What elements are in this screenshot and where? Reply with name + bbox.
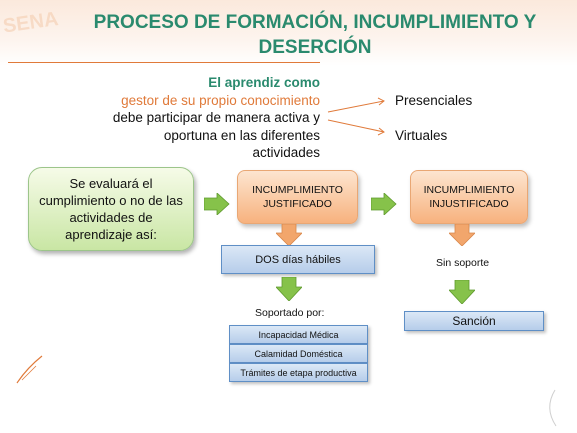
option-arrows	[326, 90, 396, 150]
support-item-text: Incapacidad Médica	[258, 329, 339, 340]
supported-by-label: Soportado por:	[255, 307, 325, 319]
sena-logo-text: SENA	[1, 8, 60, 38]
title-line-2: DESERCIÓN	[258, 37, 372, 58]
decorative-flourish-icon	[12, 348, 52, 388]
page-title	[60, 10, 570, 60]
intro-line-3: debe participar de manera activa y	[112, 110, 320, 125]
intro-text	[70, 74, 320, 162]
intro-line-5: actividades	[252, 145, 320, 160]
arrow-to-presenciales	[328, 101, 384, 112]
unjustified-box	[410, 170, 528, 224]
days-text: DOS días hábiles	[255, 253, 341, 266]
justified-box	[237, 170, 358, 224]
arrow-nosupport-down	[449, 280, 475, 304]
sanction-box	[404, 311, 544, 331]
option-virtuales: Virtuales	[395, 128, 448, 143]
support-item	[229, 344, 368, 363]
justified-title: INCUMPLIMIENTO JUSTIFICADO	[252, 184, 343, 210]
intro-line-2: gestor de su propio conocimiento	[121, 92, 320, 108]
intro-line-1: El aprendiz como	[208, 75, 320, 90]
evaluation-box	[28, 167, 194, 251]
arrow-justified-down	[276, 224, 302, 246]
arrow-eval-to-justified	[204, 193, 230, 215]
arrow-justified-to-unjustified	[371, 193, 397, 215]
unjustified-title: INCUMPLIMIENTO INJUSTIFICADO	[423, 184, 515, 210]
title-line-1: PROCESO DE FORMACIÓN, INCUMPLIMIENTO Y	[93, 12, 537, 33]
arrow-days-down	[276, 277, 302, 301]
support-item-text: Calamidad Doméstica	[254, 348, 343, 359]
decorative-corner-icon	[540, 388, 570, 428]
option-presenciales: Presenciales	[395, 93, 473, 108]
support-item-text: Trámites de etapa productiva	[240, 367, 357, 378]
intro-line-4: oportuna en las diferentes	[163, 127, 320, 143]
days-box	[221, 245, 375, 274]
support-item	[229, 325, 368, 344]
header-underline	[8, 62, 320, 63]
support-item	[229, 363, 368, 382]
sanction-text: Sanción	[452, 314, 496, 328]
no-support-label: Sin soporte	[436, 257, 490, 269]
arrow-unjustified-down	[449, 224, 475, 246]
arrow-to-virtuales	[328, 120, 384, 132]
evaluation-text: Se evaluará el cumplimiento o no de las actividades de aprendizaje así:	[39, 176, 183, 242]
